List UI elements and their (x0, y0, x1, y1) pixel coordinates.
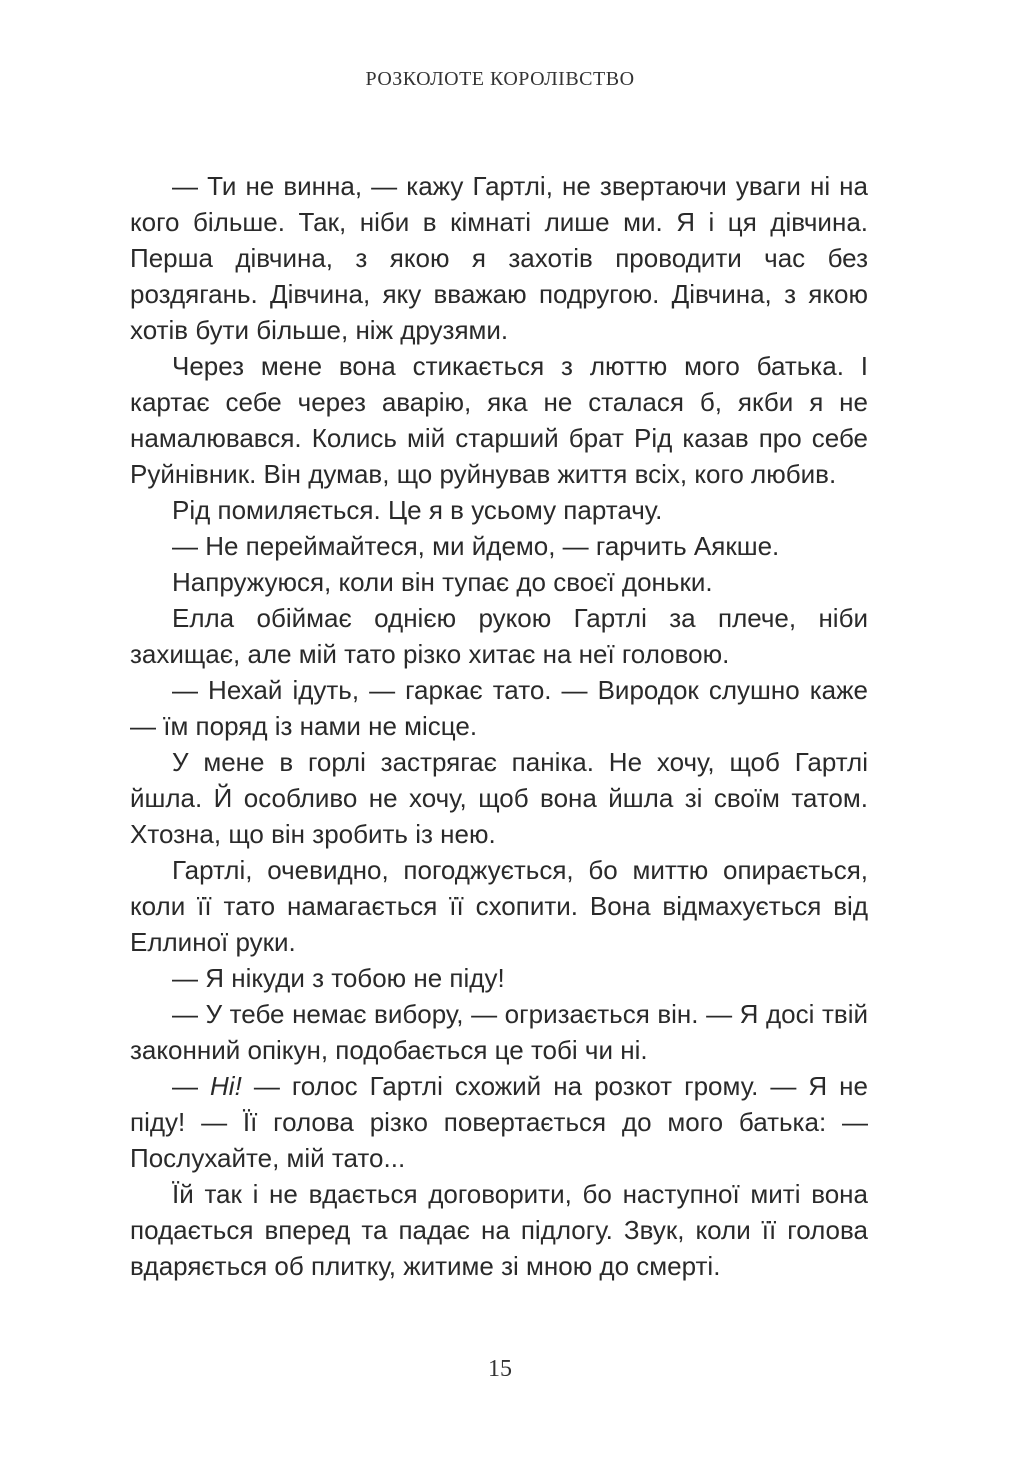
paragraph: Через мене вона стикається з люттю мого батька. І картає себе через аварію, яка не сталася б, якби я не намалювався. Колись мій старший брат Рід казав про себе Руйнівник. Він думав, що руйнував життя всіх, кого любив. (130, 351, 868, 489)
paragraph: Елла обіймає однією рукою Гартлі за плече, ніби захищає, але мій тато різко хитає на неї головою. (130, 603, 868, 669)
paragraph: Напружуюся, коли він тупає до своєї доньки. (172, 567, 713, 597)
paragraph: — Не переймайтеся, ми йдемо, — гарчить Аякше. (172, 531, 780, 561)
page-number: 15 (488, 1356, 512, 1382)
paragraph: — Ти не винна, — кажу Гартлі, не звертаючи уваги ні на кого більше. Так, ніби в кімнаті лише ми. Я і ця дівчина. Перша дівчина, з якою я захотів проводити час без роздягань. Дівчина, яку вважаю подругою. Дівчина, з якою хотів бути більше, ніж друзями. (130, 171, 868, 345)
paragraph: Їй так і не вдається договорити, бо наступної миті вона подається вперед та падає на підлогу. Звук, коли її голова вдаряється об плитку, житиме зі мною до смерті. (130, 1179, 868, 1281)
paragraph: У мене в горлі застрягає паніка. Не хочу, щоб Гартлі йшла. Й особливо не хочу, щоб вона йшла зі своїм татом. Хтозна, що він зробить із нею. (130, 747, 868, 849)
paragraph: Рід помиляється. Це я в усьому партачу. (172, 495, 663, 525)
paragraph: Гартлі, очевидно, погоджується, бо миттю опирається, коли її тато намагається її схопити. Вона відмахується від Еллиної руки. (130, 855, 868, 957)
emphasized-word: Ні! (210, 1071, 242, 1101)
paragraph: — У тебе немає вибору, — огризається він. — Я досі твій законний опікун, подобається це тобі чи ні. (130, 999, 868, 1065)
running-header: РОЗКОЛОТЕ КОРОЛІВСТВО (365, 68, 635, 90)
paragraph-rest: — голос Гартлі схожий на розкот грому. — Я не піду! — Її голова різко повертається до мого батька: — Послухайте, мій тато... (130, 1071, 868, 1173)
paragraph: — Я нікуди з тобою не піду! (172, 963, 505, 993)
body-text (130, 168, 868, 1284)
paragraph: — Нехай ідуть, — гаркає тато. — Виродок слушно каже — їм поряд із нами не місце. (130, 675, 868, 741)
paragraph (130, 1068, 868, 1176)
dialogue-dash: — (172, 1071, 211, 1101)
